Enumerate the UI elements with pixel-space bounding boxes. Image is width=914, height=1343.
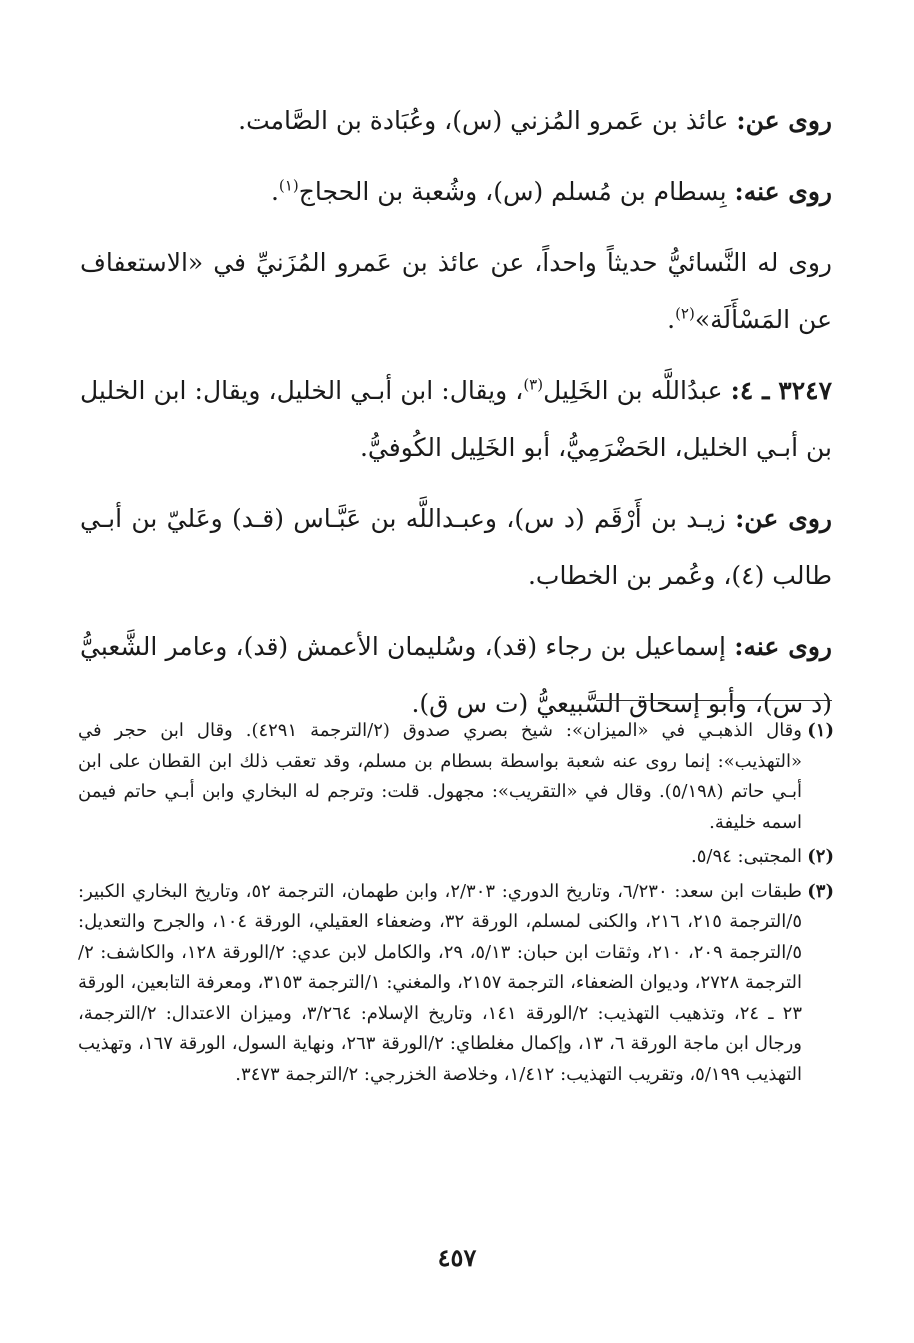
paragraph-text: بِسطام بن مُسلم (س)، وشُعبة بن الحجاج xyxy=(298,177,735,206)
paragraph-end: . xyxy=(667,305,676,334)
page-number: ٤٥٧ xyxy=(437,1243,477,1272)
footnote-1 xyxy=(78,716,834,838)
paragraph-narrated-from-2 xyxy=(80,490,832,604)
paragraph-end: . xyxy=(270,177,279,206)
footnotes xyxy=(78,716,834,1094)
footnote-text: وقال الذهبـي في «الميزان»: شيخ بصري صدوق (٢/الترجمة ٤٢٩١). وقال ابن حجر في «التهذيب»: إنما روى عنه شعبة بواسطة بسطام بن مسلم، وقد تعقب ذلك ابن القطان على ابن أبـي حاتم (٥/١٩٨). وقال في «التقريب»: مجهول. قلت: وترجم له البخاري وابن أبـي حاتم فيمن اسمه خليفة. xyxy=(78,720,802,833)
paragraph-text: روى له النَّسائيُّ حديثاً واحداً، عن عائذ بن عَمرو المُزَنيِّ في «الاستعفاف عن المَسْأَلَة» xyxy=(80,248,832,334)
paragraph-nasai-narration xyxy=(80,234,832,348)
footnote-3 xyxy=(78,877,834,1091)
entry-name: عبدُاللَّه بن الخَلِيل xyxy=(543,376,731,405)
footnote-ref-2[interactable]: (٢) xyxy=(675,304,695,323)
paragraph-text: إسماعيل بن رجاء (قد)، وسُليمان الأعمش (قد)، وعامر الشَّعبيُّ (د س)، وأبو إسحاق السَّبيعيُّ (ت س ق). xyxy=(80,632,832,718)
paragraph-narrated-from-1 xyxy=(80,92,832,149)
paragraph-lead: روى عنه: xyxy=(734,177,832,206)
paragraph-lead: روى عنه: xyxy=(734,632,832,661)
paragraph-lead: روى عن: xyxy=(736,106,832,135)
footnote-number: (١) xyxy=(807,720,834,741)
paragraph-narrated-by-1 xyxy=(80,163,832,220)
paragraph-lead: روى عن: xyxy=(735,504,833,533)
paragraph-text: زيـد بن أَرْقَم (د س)، وعبـداللَّه بن عَبَّـاس (قـد) وعَليّ بن أبـي طالب (٤)، وعُمر بن الخطاب. xyxy=(80,504,832,590)
footnote-ref-1[interactable]: (١) xyxy=(278,176,299,195)
footnote-text: المجتبى: ٥/٩٤. xyxy=(691,846,802,867)
paragraph-text: عائذ بن عَمرو المُزني (س)، وعُبَادة بن الصَّامت. xyxy=(238,106,737,135)
entry-aliases: ، ويقال: ابن أبـي الخليل، ويقال: ابن الخليل بن أبـي الخليل، الحَضْرَمِيُّ، أبو الخَلِيل الكُوفيُّ. xyxy=(80,376,832,462)
entry-header-3247 xyxy=(80,362,832,476)
footnote-text: طبقات ابن سعد: ٦/٢٣٠، وتاريخ الدوري: ٢/٣٠٣، وابن طهمان، الترجمة ٥٢، وتاريخ البخاري الكبير: ٥/الترجمة ٢١٥، ٢١٦، والكنى لمسلم، الورقة ٣٢، وضعفاء العقيلي، الورقة ١٠٤، والجرح والتعديل: ٥/الترجمة ٢٠٩، ٢١٠، وثقات ابن حبان: ٥/١٣، ٢٩، والكامل لابن عدي: ٢/الورقة ١٢٨، والكاشف: ٢/الترجمة ٢٧٢٨، وديوان الضعفاء، الترجمة ٢١٥٧، والمغني: ١/الترجمة ٣١٥٣، ومعرفة التابعين، الورقة ٢٣ ـ ٢٤، وتذهيب التهذيب: ٢/الورقة ١٤١، وتاريخ الإسلام: ٣/٢٦٤، وميزان الاعتدال: ٢/الترجمة، ورجال ابن ماجة الورقة ٦، ١٣، وإكمال مغلطاي: ٢/الورقة ٢٦٣، ونهاية السول، الورقة ١٦٧، وتهذيب التهذيب ٥/١٩٩، وتقريب التهذيب: ١/٤١٢، وخلاصة الخزرجي: ٢/الترجمة ٣٤٧٣. xyxy=(78,880,803,1085)
paragraph-narrated-by-2 xyxy=(80,618,832,732)
main-text xyxy=(80,92,832,746)
footnote-divider xyxy=(596,700,832,701)
footnote-number: (٣) xyxy=(807,880,834,902)
footnote-ref-3[interactable]: (٣) xyxy=(523,375,544,394)
footnote-number: (٢) xyxy=(807,846,834,867)
footnote-2 xyxy=(78,842,834,873)
entry-number: ٣٢٤٧ ـ ٤: xyxy=(730,376,832,405)
